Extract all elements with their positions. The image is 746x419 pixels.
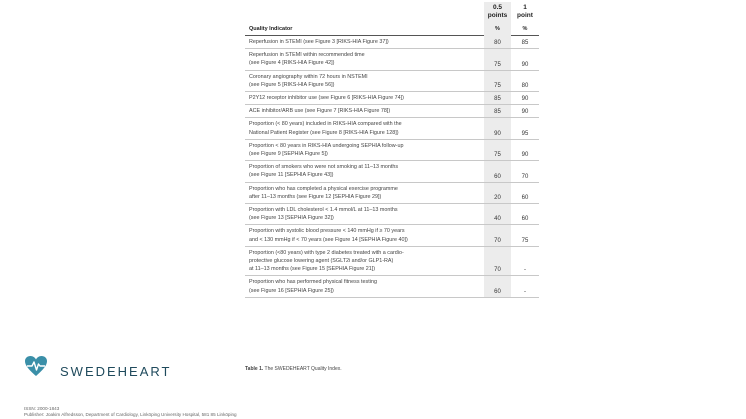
value-1-point: 85 (521, 40, 529, 47)
table-row (245, 183, 539, 204)
table-header (245, 2, 539, 35)
indicator-label: Proportion who has completed a physical exercise programme after 11–13 months (see Figure 12 [SEPHIA Figure 29]) (249, 185, 398, 200)
footer-publisher: Publisher: Joakim Alfredsson, Department of Cardiology, Linköping University Hospital, 581 85 Linköping (24, 412, 237, 417)
value-1-point: - (524, 288, 526, 295)
value-1-point: 90 (521, 152, 529, 159)
value-05-points: 40 (494, 216, 501, 223)
brand-name: SWEDEHEART (60, 364, 172, 379)
table-body (245, 35, 539, 298)
value-05-points: 75 (494, 152, 501, 159)
header-1-point: 1 point (517, 4, 533, 19)
caption-text: The SWEDEHEART Quality Index. (263, 366, 342, 372)
header-05-points: 0.5 points (487, 4, 508, 19)
value-05-points: 85 (494, 109, 501, 116)
footer (24, 406, 237, 418)
value-1-point: 60 (521, 216, 529, 223)
table-row (245, 118, 539, 139)
table-row (245, 225, 539, 246)
value-05-points: 20 (494, 195, 501, 202)
value-1-point: 70 (521, 173, 529, 180)
table-row (245, 276, 539, 297)
quality-index-table (245, 2, 539, 298)
caption-label: Table 1. (245, 366, 264, 372)
header-percent-05: % (495, 26, 500, 32)
value-1-point: - (524, 267, 526, 274)
value-05-points: 70 (494, 267, 501, 274)
value-05-points: 60 (494, 288, 501, 295)
header-percent-1: % (522, 26, 528, 32)
table-row (245, 204, 539, 225)
indicator-label: Coronary angiography within 72 hours in NSTEMI (see Figure 5 [RIKS-HIA Figure 56]) (249, 73, 368, 88)
value-05-points: 60 (494, 173, 501, 180)
value-1-point: 75 (521, 237, 529, 244)
table-row (245, 49, 539, 70)
indicator-label: Proportion < 80 years in RIKS-HIA undergoing SEPHIA follow-up (see Figure 9 [SEPHIA Figure 5]) (249, 142, 404, 158)
table-row (245, 105, 539, 118)
value-1-point: 90 (521, 96, 529, 103)
value-1-point: 80 (521, 83, 529, 90)
footer-issn: ISSN: 2000-1843 (24, 406, 60, 411)
value-1-point: 95 (521, 130, 529, 137)
table-row (245, 36, 539, 49)
indicator-label: Proportion (< 80 years) included in RIKS-HIA compared with the National Patient Register (see Figure 8 [RIKS-HIA Figure 128]) (249, 121, 402, 136)
table-row (245, 71, 539, 92)
value-05-points: 80 (494, 40, 501, 47)
indicator-label: Proportion who has performed physical fitness testing (see Figure 16 [SEPHIA Figure 25]) (249, 279, 377, 294)
value-1-point: 90 (521, 109, 529, 116)
value-05-points: 75 (494, 83, 501, 90)
value-05-points: 85 (494, 96, 501, 103)
value-05-points: 70 (494, 237, 501, 244)
table-row (245, 161, 539, 182)
indicator-label: Reperfusion in STEMI within recommended time (see Figure 4 [RIKS-HIA Figure 42]) (249, 52, 365, 67)
indicator-label: ACE inhibitor/ARB use (see Figure 7 [RIKS-HIA Figure 78]) (249, 108, 391, 115)
table-row (245, 92, 539, 105)
table-row (245, 140, 539, 161)
value-05-points: 75 (494, 61, 501, 68)
table-caption (245, 366, 342, 372)
indicator-label: Proportion of smokers who were not smoking at 11–13 months (see Figure 11 [SEPHIA Figure 43]) (249, 164, 399, 179)
swedeheart-heart-icon (24, 355, 48, 377)
indicator-label: Proportion with LDL cholesterol < 1.4 mmol/L at 11–13 months (see Figure 13 [SEPHIA Figure 32]) (249, 207, 398, 222)
value-05-points: 90 (494, 130, 501, 137)
value-1-point: 60 (521, 195, 529, 202)
header-quality-indicator: Quality Indicator (249, 26, 293, 32)
table-row (245, 247, 539, 277)
indicator-label: P2Y12 receptor inhibitor use (see Figure 6 [RIKS-HIA Figure 74]) (249, 95, 404, 102)
value-1-point: 90 (521, 61, 529, 68)
indicator-label: Proportion (<80 years) with type 2 diabetes treated with a cardio- protective glucose lowering agent (SGLT2i and/or GLP1-RA) at 11–13 months (see Figure 15 [SEPHIA Figure 21]) (249, 249, 404, 273)
indicator-label: Proportion with systolic blood pressure < 140 mmHg if ≥ 70 years and < 130 mmHg if < 70 years (see Figure 14 [SEPHIA Figure 40]) (249, 228, 408, 243)
indicator-label: Reperfusion in STEMI (see Figure 3 [RIKS-HIA Figure 37]) (249, 39, 389, 45)
